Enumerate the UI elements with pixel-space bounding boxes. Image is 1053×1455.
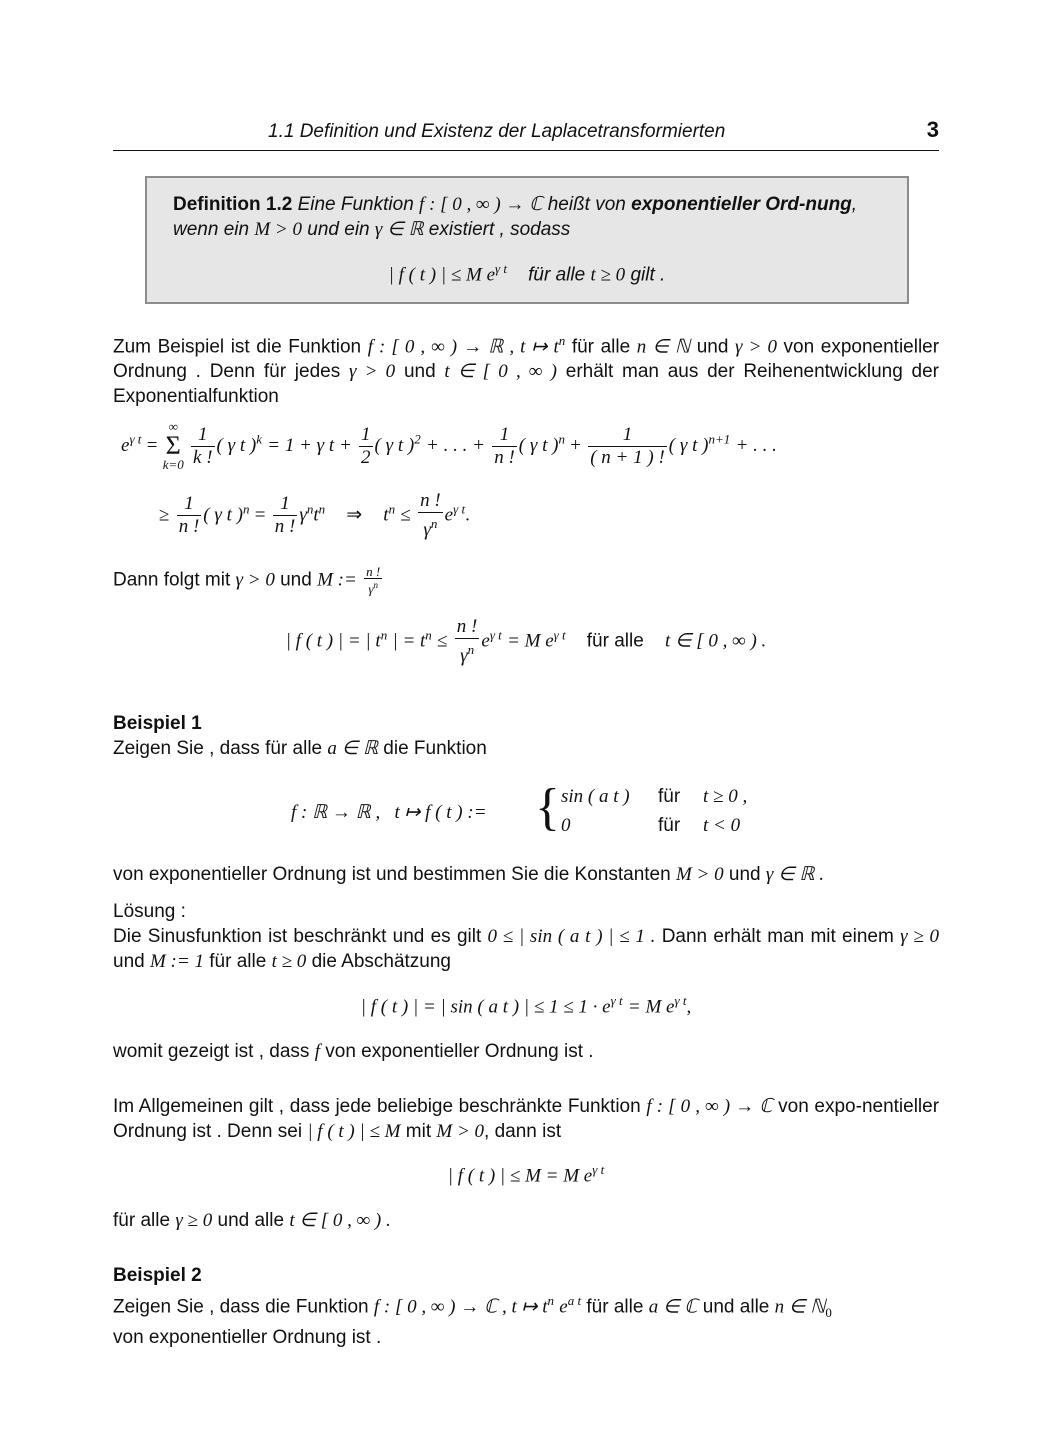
series-frac-1 [191, 424, 215, 469]
def-text-2: heißt von [547, 194, 626, 215]
def-text-3: , wenn ein [173, 194, 858, 240]
running-header [113, 119, 939, 151]
ineq-le: ≤ [400, 504, 411, 526]
series-frac-1-num: 1 [191, 424, 215, 447]
gen-fm2: t ∈ [ 0 , ∞ ) . [289, 1210, 391, 1231]
eq2-frac-den-exp: n [467, 642, 475, 657]
eq2-mid-exp: n [425, 627, 432, 643]
def-eq-end: gilt . [630, 264, 666, 286]
ex2-t3: und alle [702, 1296, 770, 1318]
p1-m3: γ > 0 [735, 336, 777, 358]
example-1-task [113, 736, 939, 761]
p2-frac [364, 566, 382, 595]
def-term: exponentieller Ord-nung [631, 194, 852, 215]
piecewise-lhs: f : ℝ → ℝ , t ↦ f ( t ) := [291, 802, 487, 823]
ineq-frac-3-den-exp: n [430, 516, 438, 531]
p2-frac-den-base: γ [368, 581, 374, 597]
p1-m2: n ∈ ℕ [636, 336, 691, 358]
sum-symbol: Σ [165, 431, 181, 460]
ineq-frac-3-den-base: γ [423, 519, 431, 541]
p1-m4: γ > 0 [348, 361, 396, 383]
ineq-frac-3-den [418, 513, 443, 541]
sol-t4: für alle [209, 951, 267, 972]
definition-text [173, 192, 885, 242]
p2-t2: und [280, 569, 312, 591]
p1-t2: für alle [571, 336, 631, 358]
ineq-frac-3-num: n ! [420, 490, 441, 511]
series-term-4-exp: n+1 [708, 431, 731, 447]
sol-eq-exp: γ t [610, 993, 623, 1008]
p2-m2: M := [317, 569, 357, 591]
eq2-frac [455, 616, 480, 667]
series-frac-3-den: n ! [494, 446, 515, 468]
series-term-3: ( γ t ) [518, 435, 559, 457]
general-paragraph [113, 1094, 939, 1144]
def-text-5: existiert , sodass [428, 219, 571, 240]
p2-frac-num: n ! [366, 564, 381, 579]
eq2-frac-den-base: γ [460, 645, 468, 667]
ineq-t5-exp: γ t [453, 501, 466, 517]
ineq-eq: = [254, 504, 266, 526]
definition-label: Definition 1.2 [173, 194, 293, 215]
ex1-t2: die Funktion [383, 738, 487, 759]
p2-frac-den-exp: n [373, 580, 378, 590]
ex2-m3-sub: 0 [825, 1305, 832, 1321]
ex2-m1: f : [ 0 , ∞ ) → ℂ , t ↦ t [373, 1296, 548, 1318]
ineq-t3-exp: n [318, 501, 326, 517]
def-text-1: Eine Funktion [297, 194, 414, 215]
ineq-end: . [465, 504, 470, 526]
gen-m1: f : [ 0 , ∞ ) → ℂ [646, 1096, 773, 1117]
series-lhs: e [121, 435, 130, 457]
p1-m1-exp: n [558, 333, 566, 348]
case2-expr: 0 [561, 815, 571, 836]
ex2-m2: a ∈ ℂ [648, 1296, 698, 1318]
sol-m1: 0 ≤ | sin ( a t ) | ≤ 1 . [487, 926, 656, 947]
gen-f1: für alle [113, 1210, 171, 1231]
sol-eq-rhs: = M e [627, 996, 675, 1018]
ex2-m1-exp2: a t [567, 1293, 582, 1308]
gen-eq-exp: γ t [592, 1162, 605, 1177]
definition-equation [147, 261, 907, 286]
ex1-t3: von exponentieller Ordnung ist und bestimmen Sie die Konstanten [113, 864, 671, 885]
ex2-m3: n ∈ ℕ [774, 1296, 826, 1318]
inequality-line [159, 490, 939, 541]
example-2-task [113, 1288, 939, 1350]
gen-m3: M > 0 [436, 1121, 485, 1142]
general-equation [113, 1162, 939, 1187]
ineq-t5: e [444, 504, 454, 526]
ineq-t3: t [313, 504, 319, 526]
series-term-1-exp: k [256, 431, 262, 447]
ex2-t1: Zeigen Sie , dass die Funktion [113, 1296, 369, 1318]
ineq-t1-exp: n [242, 501, 250, 517]
case1-cond: t ≥ 0 , [703, 786, 748, 807]
page-number: 3 [926, 117, 939, 142]
series-frac-2 [359, 424, 373, 469]
series-eq: = [146, 435, 158, 457]
ineq-frac-1 [177, 493, 202, 538]
sol-m3: M := 1 [149, 951, 204, 972]
def-eq-lhs: | f ( t ) | ≤ M e [388, 264, 496, 286]
example-1-title: Beispiel 1 [113, 713, 202, 734]
paragraph-example-intro [113, 328, 939, 409]
eq2-frac-num: n ! [456, 616, 478, 637]
series-plus: + [570, 435, 581, 457]
ineq-t1: ( γ t ) [203, 504, 243, 526]
ineq-frac-3 [418, 490, 443, 541]
solution-conclusion [113, 1039, 939, 1064]
solution-equation [113, 993, 939, 1018]
gen-f2: und alle [217, 1210, 285, 1231]
p2-m1: γ > 0 [235, 569, 275, 591]
sol-w2: von exponentieller Ordnung ist . [325, 1041, 594, 1062]
def-math-m: M > 0 [254, 219, 302, 240]
sol-m2: γ ≥ 0 [900, 926, 939, 947]
header-title: 1.1 Definition und Existenz der Laplacetransformierten [268, 121, 726, 142]
gen-m2: | f ( t ) | ≤ M [307, 1121, 401, 1142]
sol-t3: und [113, 951, 145, 972]
gen-t4: , dann ist [484, 1121, 562, 1142]
sol-w1: womit gezeigt ist , dass [113, 1041, 310, 1062]
series-frac-4 [588, 424, 667, 469]
eq2-lhs: | f ( t ) | = | t [285, 630, 381, 652]
eq2-rhs2: = M e [507, 630, 554, 652]
eq2-cond: t ∈ [ 0 , ∞ ) . [664, 630, 767, 652]
eq2-mid: | = t [392, 630, 426, 652]
gen-fm1: γ ≥ 0 [175, 1210, 213, 1231]
ex1-m4: γ ∈ ℝ . [765, 864, 824, 885]
equation-2 [113, 616, 939, 667]
series-frac-4-den: ( n + 1 ) ! [590, 446, 665, 468]
series-equation [121, 420, 939, 472]
case2-word: für [658, 815, 681, 836]
sol-eq-rhs-exp: γ t [674, 993, 687, 1008]
series-dots: + . . . + [426, 435, 485, 457]
p2-frac-den [364, 579, 382, 595]
ineq-t2: γ [299, 504, 307, 526]
sum-bottom: k=0 [162, 457, 184, 472]
ineq-implies: ⇒ [346, 504, 363, 526]
series-frac-3 [492, 424, 517, 469]
eq2-rhs2-exp: γ t [553, 627, 566, 643]
eq2-rhs: e [481, 630, 490, 652]
ex1-t1: Zeigen Sie , dass für alle [113, 738, 323, 759]
series-frac-1-den: k ! [193, 446, 213, 468]
gen-t1: Im Allgemeinen gilt , dass jede beliebige beschränkte Funktion [113, 1096, 641, 1117]
ineq-frac-2-den: n ! [274, 516, 296, 538]
eq2-frac-den [455, 639, 480, 667]
ineq-t2-exp: n [306, 501, 314, 517]
series-tail: + . . . [735, 435, 777, 457]
eq2-le: ≤ [437, 630, 448, 652]
example-1-task-2 [113, 862, 939, 887]
series-mid: = 1 + γ t + [267, 435, 352, 457]
series-frac-3-num: 1 [492, 424, 517, 447]
example-2-title: Beispiel 2 [113, 1265, 202, 1286]
ex2-t4: von exponentieller Ordnung ist . [113, 1327, 382, 1349]
series-term-2: ( γ t ) [374, 435, 415, 457]
ex1-t4: und [728, 864, 761, 885]
sol-t2: Dann erhält man mit einem [661, 926, 894, 947]
p1-m1: f : [ 0 , ∞ ) → ℝ , t ↦ t [367, 336, 559, 358]
gen-t3: mit [405, 1121, 432, 1142]
eq2-lhs-exp: n [380, 627, 388, 643]
p1-t1: Zum Beispiel ist die Funktion [113, 336, 362, 358]
ineq-frac-2-num: 1 [273, 493, 298, 516]
sum-top: ∞ [168, 419, 178, 434]
def-math-func: f : [ 0 , ∞ ) → ℂ [419, 194, 543, 215]
p2-t1: Dann folgt mit [113, 569, 231, 591]
general-conclusion [113, 1208, 939, 1233]
sol-eq-lhs: | f ( t ) | = | sin ( a t ) | ≤ 1 ≤ 1 · e [360, 996, 611, 1018]
gen-eq: | f ( t ) | ≤ M = M e [447, 1165, 593, 1187]
piecewise-brace: { [535, 779, 560, 836]
series-frac-2-den: 2 [361, 446, 371, 468]
ineq-t4-exp: n [388, 501, 396, 517]
ex2-m1b: e [559, 1296, 568, 1318]
ineq-t4: t [383, 504, 389, 526]
ex2-m1-exp1: n [547, 1293, 554, 1308]
series-frac-4-num: 1 [588, 424, 667, 447]
sol-wm: f [314, 1041, 320, 1062]
p1-t5: und [403, 361, 436, 383]
solution-label: Lösung : [113, 901, 186, 922]
def-eq-exp: γ t [495, 261, 508, 276]
p1-t3: und [696, 336, 729, 358]
gen-t2: von expo-nentieller Ordnung ist . Denn sei [113, 1096, 940, 1142]
series-frac-2-num: 1 [361, 423, 371, 445]
ineq-frac-1-den: n ! [178, 516, 200, 538]
ineq-frac-1-num: 1 [177, 493, 202, 516]
case2-cond: t < 0 [703, 815, 741, 836]
sol-eq-end: , [686, 996, 692, 1018]
case1-expr: sin ( a t ) [561, 786, 630, 807]
sol-m4: t ≥ 0 [271, 951, 307, 972]
ineq-frac-2 [273, 493, 298, 538]
ex1-m3: M > 0 [675, 864, 724, 885]
case1-word: für [658, 786, 681, 807]
series-term-2-exp: 2 [414, 431, 421, 447]
ineq-ge: ≥ [159, 504, 170, 526]
p1-m5: t ∈ [ 0 , ∞ ) [444, 361, 558, 383]
def-text-4: und ein [307, 219, 370, 240]
definition-box [145, 176, 909, 304]
series-term-1: ( γ t ) [216, 435, 257, 457]
eq2-text: für alle [586, 630, 644, 652]
def-eq-cond: t ≥ 0 [590, 264, 626, 286]
paragraph-then [113, 566, 939, 595]
solution-text [113, 924, 939, 974]
ex1-m1: a ∈ ℝ [327, 738, 379, 759]
ex2-t2: für alle [586, 1296, 644, 1318]
sol-t5: die Abschätzung [311, 951, 452, 972]
series-term-3-exp: n [558, 431, 565, 447]
sol-t1: Die Sinusfunktion ist beschränkt und es gilt [113, 926, 482, 947]
eq2-rhs-exp: γ t [489, 627, 502, 643]
def-eq-suffix: für alle [528, 264, 586, 286]
p1-t6: erhält man aus der Reihenentwicklung der Exponentialfunktion [113, 361, 940, 408]
p1-t4: von exponentieller Ordnung . Denn für jedes [113, 336, 940, 383]
sum-operator [163, 420, 184, 472]
series-lhs-exp: γ t [129, 431, 142, 447]
def-math-gamma: γ ∈ ℝ [374, 219, 424, 240]
series-term-4: ( γ t ) [668, 435, 709, 457]
